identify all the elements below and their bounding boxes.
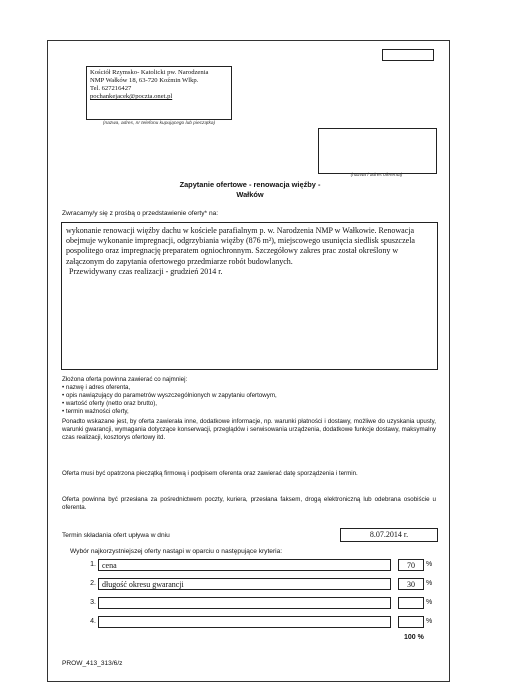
- requirements-section: [62, 376, 442, 416]
- description-text: wykonanie renowacji więźby dachu w kościele parafialnym p. w. Narodzenia NMP w Wałkowie. Renowacja obejmuje wykonanie impregnacji, odgrzybiania więźby (876 m²), miejscowego usunięcia siedlisk spuszczela pospolitego oraz impregnację preparatem ogniochronnym. Szczegółowy zakres prac został określony w załączonym do zapytania ofertowego przedmiarze robót budowlanych.: [66, 226, 415, 266]
- list-item: • nazwę i adres oferenta,: [62, 384, 442, 392]
- percent-sign: %: [426, 599, 433, 606]
- percent-sign: %: [426, 580, 433, 587]
- title-line: Zapytanie ofertowe - renowacja więźby -: [179, 180, 321, 189]
- buyer-line: Kościół Rzymsko- Katolicki pw. Narodzenia: [90, 69, 209, 76]
- list-item: • termin ważności oferty,: [62, 408, 442, 416]
- description-box: [61, 222, 438, 370]
- description-timeline: Przewidywany czas realizacji - grudzień 2014 r.: [69, 266, 223, 276]
- buyer-caption: (nazwa, adres, nr telefonu kupującego lub pieczątka): [102, 121, 216, 126]
- requirements-list: [62, 384, 442, 416]
- page-title: [150, 180, 350, 200]
- stamp-signature-paragraph: Oferta musi być opatrzona pieczątką firmową i podpisem oferenta oraz zawierać datę sporządzenia i termin.: [62, 470, 358, 477]
- criteria-row: [86, 578, 436, 592]
- deadline-field[interactable]: 8.07.2014 r.: [340, 528, 438, 542]
- criteria-row: [86, 597, 436, 611]
- deadline-label: Termin składania ofert upływa w dniu: [62, 532, 170, 539]
- percent-sign: %: [426, 618, 433, 625]
- offerer-box: [318, 128, 437, 174]
- criteria-weight-field[interactable]: 70: [398, 559, 424, 571]
- buyer-email: pochankejacek@poczta.onet.pl: [90, 93, 173, 100]
- criteria-name-field[interactable]: cena: [98, 559, 391, 571]
- percent-sign: %: [426, 561, 433, 568]
- criteria-weight-field[interactable]: 30: [398, 578, 424, 590]
- title-line: Wałków: [236, 190, 264, 199]
- criteria-weight-field[interactable]: [398, 616, 424, 628]
- criteria-weight-field[interactable]: [398, 597, 424, 609]
- criteria-row: [86, 559, 436, 573]
- top-right-box: [382, 49, 434, 61]
- offerer-caption: (nazwa i adres oferenta): [350, 173, 403, 178]
- criteria-number: 2.: [90, 580, 96, 587]
- criteria-label: Wybór najkorzystniejszej oferty nastąpi w oparciu o następujące kryteria:: [70, 548, 283, 555]
- criteria-name-field[interactable]: długość okresu gwarancji: [98, 578, 391, 590]
- list-item: • opis nawiązujący do parametrów wyszczególnionych w zapytaniu ofertowym,: [62, 392, 442, 400]
- requirements-heading: Złożona oferta powinna zawierać co najmniej:: [62, 376, 188, 383]
- list-item: • wartość oferty (netto oraz brutto),: [62, 400, 442, 408]
- criteria-number: 4.: [90, 618, 96, 625]
- buyer-line: NMP Wałków 18, 63-720 Koźmin Wlkp.: [90, 77, 199, 84]
- delivery-paragraph: Oferta powinna być przesłana za pośrednictwem poczty, kuriera, przesłana faksem, drogą elektroniczną lub odebrana osobiście u oferenta.: [62, 496, 436, 512]
- intro-text: Zwracamy/y się z prośbą o przedstawienie oferty* na:: [62, 210, 219, 217]
- criteria-number: 3.: [90, 599, 96, 606]
- criteria-name-field[interactable]: [98, 616, 391, 628]
- buyer-stamp-box: [86, 66, 232, 120]
- extra-info-paragraph: Ponadto wskazane jest, by oferta zawierała inne, dodatkowe informacje, np. warunki płatności i dostawy, możliwe do uzyskania upusty, warunki gwarancji, wymagania dotyczące konserwacji, przeglądów i serwisowania urządzenia, dodatkowe funkcje dostawy, maksymalny czas realizacji, kosztorys ofertowy itd.: [62, 418, 436, 442]
- criteria-total: 100 %: [404, 634, 424, 641]
- document-code: PROW_413_313/6/z: [62, 660, 123, 667]
- criteria-name-field[interactable]: [98, 597, 391, 609]
- buyer-line: Tel. 627216427: [90, 85, 132, 92]
- criteria-number: 1.: [90, 561, 96, 568]
- criteria-row: [86, 616, 436, 630]
